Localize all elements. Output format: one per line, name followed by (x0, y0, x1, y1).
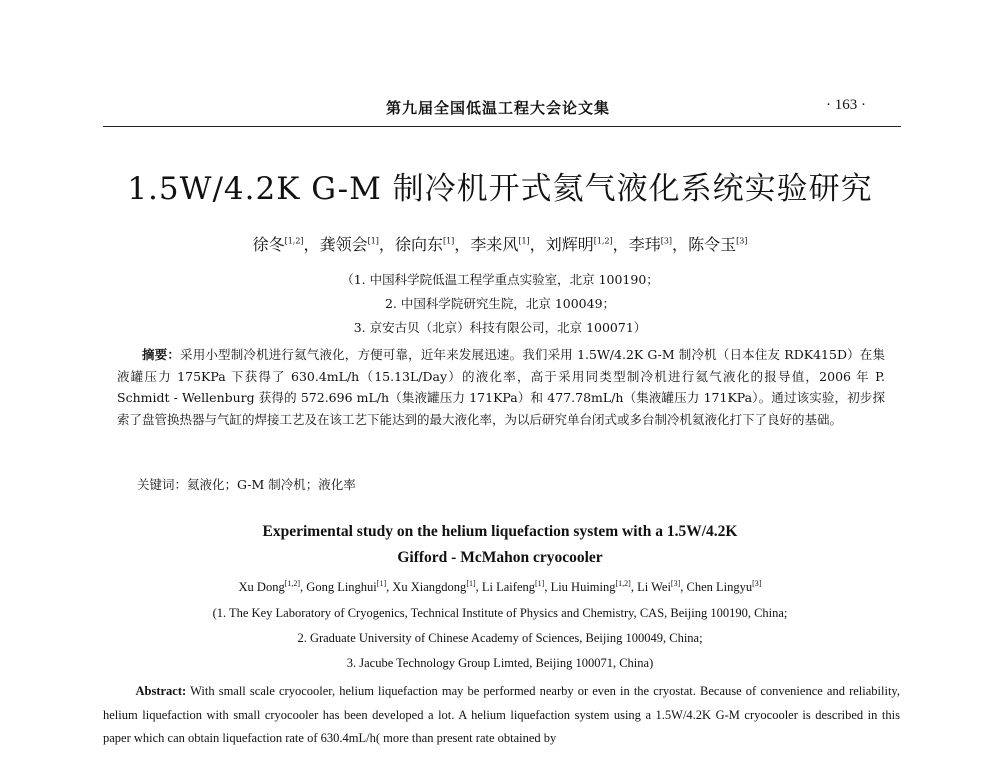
author-cn-separator: ， (378, 235, 395, 254)
affiliation-en-2: 2. Graduate University of Chinese Academy of Sciences, Beijing 100049, China; (297, 631, 703, 645)
author-cn-name: 徐冬 (252, 235, 285, 254)
abstract-cn (117, 344, 885, 430)
author-en-separator: , (544, 580, 551, 594)
author-en-name: Gong Linghui (306, 580, 377, 594)
author-en-separator: , (630, 580, 638, 594)
affiliation-cn-3: 3. 京安古贝（北京）科技有限公司，北京 100071） (353, 320, 647, 335)
author-cn-name: 龚领会 (319, 235, 368, 254)
author-en-separator: , (386, 580, 393, 594)
author-cn-separator: ， (303, 235, 320, 254)
paper-title-en-line2: Gifford - McMahon cryocooler (397, 549, 603, 566)
author-cn-name: 刘辉明 (545, 235, 594, 254)
author-en-separator: , (475, 580, 482, 594)
author-en-name: Xu Xiangdong (392, 580, 467, 594)
author-en-name: Liu Huiming (550, 580, 616, 594)
author-cn-name: 李来风 (470, 235, 519, 254)
author-cn-separator: ， (529, 235, 546, 254)
author-cn-affiliation-mark: [3] (660, 236, 673, 246)
author-en-affiliation-mark: [1,2] (284, 578, 301, 588)
author-cn-affiliation-mark: [1,2] (593, 236, 613, 246)
author-cn-separator: ， (672, 235, 689, 254)
author-en-affiliation-mark: [3] (752, 578, 762, 588)
author-en-name: Chen Lingyu (686, 580, 753, 594)
keywords-cn: 关键词：氦液化；G-M 制冷机；液化率 (137, 477, 356, 492)
author-en-name: Li Laifeng (481, 580, 535, 594)
author-en-affiliation-mark: [1] (535, 578, 545, 588)
author-cn-name: 陈令玉 (688, 235, 737, 254)
paper-title-en-line1: Experimental study on the helium liquefaction system with a 1.5W/4.2K (262, 523, 738, 540)
affiliation-cn-1: （1. 中国科学院低温工程学重点实验室，北京 100190； (341, 272, 659, 287)
author-en-name: Li Wei (637, 580, 671, 594)
author-en-affiliation-mark: [1,2] (615, 578, 631, 588)
abstract-cn-label: 摘要： (142, 347, 181, 362)
author-en-separator: , (300, 580, 307, 594)
author-en-affiliation-mark: [1] (376, 578, 387, 588)
abstract-cn-text: 采用小型制冷机进行氦气液化，方便可靠，近年来发展迅速。我们采用 1.5W/4.2K G-M 制冷机（日本住友 RDK415D）在集液罐压力 175KPa 下获得了 630.4mL/h（15.13L/Day）的液化率，高于采用同类型制冷机进行氦气液化的报导值，2006 年 P. Schmidt - Wellenburg 获得的 572.696 mL/h（集液罐压力 171KPa）和 477.78mL/h（集液罐压力 171KPa）。通过该实验，初步探索了盘管换热器与气缸的焊接工艺及在该工艺下能达到的最大液化率，为以后研究单台闭式或多台制冷机氦液化打下了良好的基础。 (117, 347, 885, 427)
author-cn-affiliation-mark: [3] (736, 236, 748, 246)
affiliation-en-1: (1. The Key Laboratory of Cryogenics, Technical Institute of Physics and Chemistry, CAS, Beijing 100190, China; (212, 606, 788, 620)
author-en-separator: , (680, 580, 687, 594)
abstract-en-text: With small scale cryocooler, helium liquefaction may be performed nearby or even in the cryostat. Because of convenience and reliability, helium liquefaction with small cryocooler has been developed a lot. A helium liquefaction system using a 1.5W/4.2K G-M cryocooler is described in this paper which can obtain liquefaction rate of 630.4mL/h( more than present rate obtained by (103, 684, 900, 745)
authors-en (0, 580, 1000, 595)
author-en-name: Xu Dong (238, 580, 285, 594)
author-en-affiliation-mark: [1] (466, 578, 476, 588)
author-en-affiliation-mark: [3] (670, 578, 681, 588)
header-rule (103, 126, 901, 127)
author-cn-affiliation-mark: [1] (367, 236, 379, 246)
author-cn-name: 徐向东 (394, 235, 443, 254)
author-cn-separator: ， (612, 235, 629, 254)
author-cn-name: 李玮 (628, 235, 661, 254)
author-cn-affiliation-mark: [1] (442, 236, 455, 246)
page-number: · 163 · (826, 97, 866, 113)
author-cn-separator: ， (454, 235, 471, 254)
running-header-title: 第九届全国低温工程大会论文集 (386, 99, 611, 117)
authors-cn (0, 232, 1000, 255)
abstract-en-label: Abstract: (135, 684, 187, 698)
affiliation-cn-2: 2. 中国科学院研究生院，北京 100049； (384, 296, 616, 311)
paper-title-cn: 1.5W/4.2K G-M 制冷机开式氦气液化系统实验研究 (127, 171, 873, 207)
abstract-en (103, 680, 900, 751)
affiliation-en-3: 3. Jacube Technology Group Limted, Beijing 100071, China) (346, 656, 654, 670)
author-cn-affiliation-mark: [1,2] (284, 236, 304, 246)
author-cn-affiliation-mark: [1] (518, 236, 530, 246)
